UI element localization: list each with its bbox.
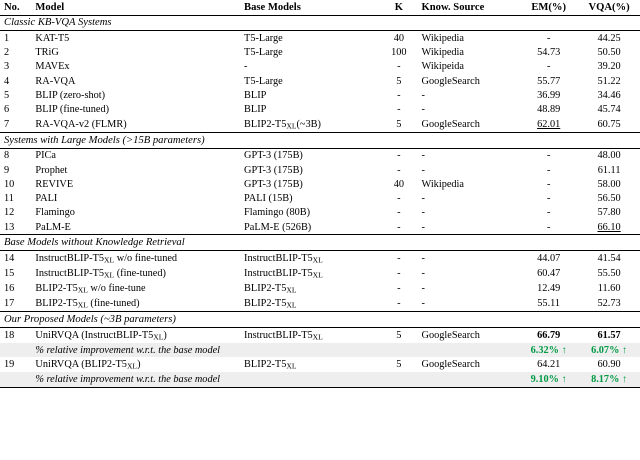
cell-model: UniRVQA $(InstructBLIP-T5_{XL})$ <box>35 329 167 342</box>
cell-model: $BLIP2-T5_{XL}$ w/o fine-tune <box>35 282 146 295</box>
cell-no: 2 <box>4 47 10 59</box>
cell-vqa: 44.25 <box>597 32 621 44</box>
cell-model: % relative improvement w.r.t. the base model <box>31 372 240 387</box>
cell-em: - <box>546 221 551 233</box>
cell-no <box>0 343 31 357</box>
cell-no: 18 <box>4 329 15 341</box>
cell-no <box>0 372 31 387</box>
cell-no: 6 <box>4 104 10 116</box>
cell-know-source: Wikipedia <box>421 47 464 59</box>
table-header <box>0 0 640 15</box>
cell-no: 17 <box>4 298 15 310</box>
cell-vqa: 51.22 <box>597 75 621 87</box>
cell-em: 54.73 <box>537 47 561 59</box>
section-title: Our Proposed Models (~3B parameters) <box>0 312 640 328</box>
table-row <box>0 328 640 343</box>
cell-vqa: 45.74 <box>597 104 621 116</box>
cell-base-model: InstructBLIP-$T5_{XL}$ <box>244 252 323 265</box>
cell-k: 5 <box>396 329 402 341</box>
cell-model: InstructBLIP-$T5_{XL}$ w/o fine-tuned <box>35 252 178 265</box>
cell-em: 44.07 <box>537 253 561 265</box>
cell-k: - <box>397 253 401 265</box>
cell-model: BLIP (zero-shot) <box>35 90 106 102</box>
cell-base-model: Flamingo (80B) <box>244 207 311 219</box>
cell-em: 66.79 <box>537 329 561 341</box>
cell-k: - <box>397 268 401 280</box>
cell-model: PICa <box>35 150 56 162</box>
cell-k: 100 <box>391 47 407 59</box>
cell-know-source: GoogleSearch <box>421 119 480 130</box>
cell-base-model <box>240 372 380 387</box>
cell-base-model: $BLIP2-T5_{XL}$ <box>244 282 297 295</box>
cell-base-model: InstructBLIP-$T5_{XL}$ <box>244 267 323 280</box>
cell-know-source: Wikipedia <box>421 32 464 44</box>
cell-vqa: 66.10 <box>597 221 621 233</box>
table-row <box>0 251 640 266</box>
cell-no: 8 <box>4 150 10 162</box>
cell-vqa: 57.80 <box>597 207 621 219</box>
cell-know-source: GoogleSearch <box>421 329 480 341</box>
cell-vqa: 6.07% ↑ <box>578 343 640 357</box>
cell-base-model: T5-Large <box>244 75 283 87</box>
cell-no: 11 <box>4 193 14 205</box>
section-header-row <box>0 235 640 251</box>
cell-model: PaLM-E <box>35 221 71 233</box>
table-row <box>0 372 640 387</box>
cell-know-source: - <box>421 164 425 176</box>
cell-no: 1 <box>4 32 10 44</box>
cell-no: 14 <box>4 253 15 265</box>
table-row <box>0 163 640 177</box>
cell-base-model: $BLIP2-T5_{XL}(\sim 3B)$ <box>244 118 321 131</box>
table-row <box>0 192 640 206</box>
cell-no: 5 <box>4 90 10 102</box>
cell-vqa: 61.11 <box>597 164 621 176</box>
column-header-base-models: Base Models <box>240 0 380 15</box>
cell-no: 19 <box>4 359 15 371</box>
cell-base-model: T5-Large <box>244 32 283 44</box>
cell-k: - <box>397 221 401 233</box>
cell-vqa: 39.20 <box>597 61 621 73</box>
cell-vqa: 60.90 <box>597 359 621 371</box>
cell-k: 40 <box>393 32 404 44</box>
cell-vqa: 8.17% ↑ <box>578 372 640 387</box>
cell-no: 13 <box>4 221 15 233</box>
cell-base-model <box>240 343 380 357</box>
cell-model: MAVEx <box>35 61 70 73</box>
cell-em: - <box>546 150 551 162</box>
cell-model: KAT-T5 <box>35 32 70 44</box>
cell-no: 16 <box>4 283 15 295</box>
section-header-row <box>0 133 640 149</box>
column-header-model: Model <box>31 0 240 15</box>
cell-em: - <box>546 193 551 205</box>
cell-base-model: $BLIP2-T5_{XL}$ <box>244 358 297 371</box>
cell-model: BLIP (fine-tuned) <box>35 104 110 116</box>
cell-vqa: 58.00 <box>597 178 621 190</box>
cell-base-model: PALI (15B) <box>244 193 293 205</box>
cell-no: 7 <box>4 119 10 130</box>
cell-em: 9.10% ↑ <box>519 372 578 387</box>
cell-know-source: - <box>421 150 425 162</box>
table-row <box>0 206 640 220</box>
cell-model: PALI <box>35 193 58 205</box>
cell-base-model: InstructBLIP-$T5_{XL}$ <box>244 329 323 342</box>
cell-k: - <box>397 207 401 219</box>
table-row <box>0 60 640 74</box>
cell-k: 5 <box>396 359 402 371</box>
column-header-k: K <box>380 0 417 15</box>
cell-no: 15 <box>4 268 15 280</box>
table-body <box>0 15 640 387</box>
cell-model: UniRVQA $(BLIP2-T5_{XL})$ <box>35 358 141 371</box>
cell-vqa: 52.73 <box>597 298 621 310</box>
cell-em: 48.89 <box>537 104 561 116</box>
table-row <box>0 177 640 191</box>
cell-model: TRiG <box>35 47 59 59</box>
cell-base-model: PaLM-E (526B) <box>244 221 312 233</box>
cell-em: 12.49 <box>537 283 561 295</box>
cell-know-source <box>418 343 520 357</box>
section-header-row <box>0 312 640 328</box>
cell-em: - <box>546 207 551 219</box>
table-row <box>0 117 640 133</box>
cell-k <box>380 372 417 387</box>
cell-k: - <box>397 164 401 176</box>
cell-k: 5 <box>396 75 402 87</box>
cell-k: - <box>397 298 401 310</box>
cell-k: - <box>397 193 401 205</box>
cell-base-model: BLIP <box>244 90 267 102</box>
cell-know-source <box>418 372 520 387</box>
cell-know-source: GoogleSearch <box>421 359 480 371</box>
cell-model: InstructBLIP-$T5_{XL}$ (fine-tuned) <box>35 267 166 280</box>
cell-know-source: Wikipeida <box>421 61 464 73</box>
cell-model: RA-VQA <box>35 75 76 87</box>
cell-k: - <box>397 90 401 102</box>
cell-k <box>380 343 417 357</box>
cell-vqa: 34.46 <box>597 90 621 102</box>
cell-k: 5 <box>396 119 402 130</box>
cell-em: 6.32% ↑ <box>519 343 578 357</box>
cell-know-source: - <box>421 268 425 280</box>
table-row <box>0 149 640 163</box>
section-title: Systems with Large Models (>15B parameters) <box>0 133 640 149</box>
cell-em: 36.99 <box>537 90 561 102</box>
cell-vqa: 11.60 <box>597 283 621 295</box>
cell-k: - <box>397 283 401 295</box>
cell-k: 40 <box>393 178 404 190</box>
cell-no: 12 <box>4 207 15 219</box>
cell-base-model: GPT-3 (175B) <box>244 178 303 190</box>
cell-no: 4 <box>4 75 10 87</box>
cell-know-source: - <box>421 193 425 205</box>
cell-know-source: - <box>421 90 425 102</box>
cell-know-source: - <box>421 221 425 233</box>
cell-know-source: - <box>421 253 425 265</box>
cell-no: 9 <box>4 164 10 176</box>
cell-no: 10 <box>4 178 15 190</box>
column-header-no: No. <box>0 0 31 15</box>
cell-know-source: - <box>421 207 425 219</box>
cell-model: Flamingo <box>35 207 75 219</box>
cell-model: Prophet <box>35 164 68 176</box>
cell-k: - <box>397 150 401 162</box>
table-header-row <box>0 0 640 15</box>
cell-model: % relative improvement w.r.t. the base model <box>31 343 240 357</box>
table-row <box>0 220 640 235</box>
cell-vqa: 48.00 <box>597 150 621 162</box>
cell-model: REVIVE <box>35 178 74 190</box>
cell-base-model: GPT-3 (175B) <box>244 164 303 176</box>
cell-vqa: 41.54 <box>597 253 621 265</box>
table-row <box>0 46 640 60</box>
cell-em: 64.21 <box>537 359 561 371</box>
table-row <box>0 266 640 281</box>
cell-no: 3 <box>4 61 10 73</box>
table-row <box>0 74 640 88</box>
cell-know-source: - <box>421 104 425 116</box>
section-title: Classic KB-VQA Systems <box>4 17 112 29</box>
cell-know-source: GoogleSearch <box>421 75 480 87</box>
cell-model: RA-VQA-v2 (FLMR) <box>35 119 127 130</box>
cell-know-source: - <box>421 298 425 310</box>
cell-know-source: - <box>421 283 425 295</box>
cell-base-model: BLIP <box>244 104 267 116</box>
cell-em: - <box>546 164 551 176</box>
table-row <box>0 103 640 117</box>
cell-em: 55.77 <box>537 75 561 87</box>
section-title: Base Models without Knowledge Retrieval <box>0 235 640 251</box>
cell-em: 62.01 <box>537 119 561 130</box>
section-header-row <box>0 15 640 31</box>
cell-em: - <box>546 61 551 73</box>
cell-vqa: 60.75 <box>597 119 621 130</box>
cell-know-source: Wikipedia <box>421 178 464 190</box>
cell-em: - <box>546 178 551 190</box>
table-row <box>0 31 640 45</box>
cell-vqa: 55.50 <box>597 268 621 280</box>
cell-em: - <box>546 32 551 44</box>
table-row <box>0 296 640 312</box>
cell-vqa: 50.50 <box>597 47 621 59</box>
column-header-em: EM(%) <box>519 0 578 15</box>
table-bottom-rule <box>0 387 640 388</box>
cell-base-model: T5-Large <box>244 47 283 59</box>
cell-base-model: $BLIP2-T5_{XL}$ <box>244 297 297 310</box>
column-header-know-source: Know. Source <box>418 0 520 15</box>
cell-base-model: - <box>244 61 248 73</box>
cell-k: - <box>397 61 401 73</box>
table-row <box>0 88 640 102</box>
cell-model: $BLIP2-T5_{XL}$ (fine-tuned) <box>35 297 140 310</box>
cell-base-model: GPT-3 (175B) <box>244 150 303 162</box>
table-row <box>0 343 640 357</box>
cell-vqa: 61.57 <box>597 329 621 341</box>
cell-k: - <box>397 104 401 116</box>
cell-vqa: 56.50 <box>597 193 621 205</box>
cell-em: 55.11 <box>537 298 561 310</box>
table-row <box>0 281 640 296</box>
table-row <box>0 357 640 372</box>
cell-em: 60.47 <box>537 268 561 280</box>
column-header-vqa: VQA(%) <box>578 0 640 15</box>
